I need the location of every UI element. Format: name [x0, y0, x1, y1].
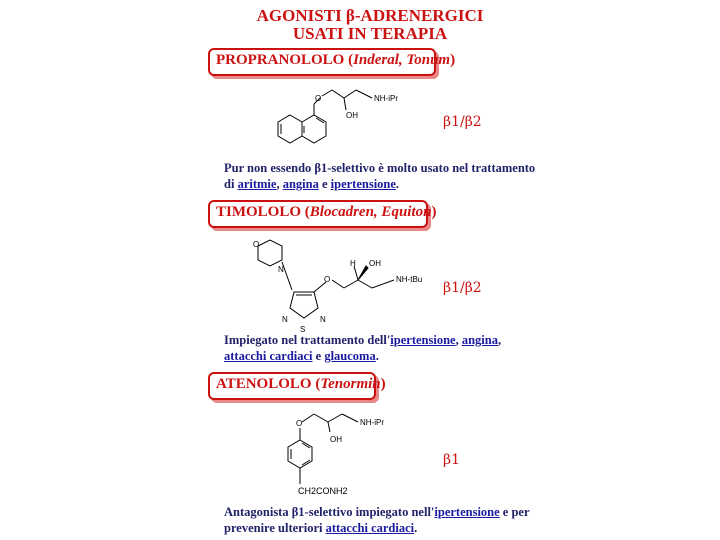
- drug-title-timololo: TIMOLOLO (Blocadren, Equiton): [208, 200, 428, 228]
- atom-n2: N: [320, 315, 326, 324]
- atom-n1: N: [282, 315, 288, 324]
- atom-o: O: [296, 419, 303, 428]
- drug-title-atenololo: ATENOLOLO (Tenormin): [208, 372, 376, 400]
- atom-oh: OH: [346, 111, 358, 120]
- atom-o: O: [315, 94, 322, 103]
- link-angina[interactable]: angina: [461, 333, 498, 347]
- drug-brands: Tenormin: [320, 376, 381, 392]
- atom-oh: OH: [369, 259, 381, 268]
- structure-timololo: [240, 234, 440, 334]
- structure-propranololo: [262, 82, 422, 162]
- drug-name: ATENOLOLO: [216, 376, 312, 392]
- link-aritmie[interactable]: aritmie: [237, 177, 277, 191]
- link-angina[interactable]: angina: [282, 177, 319, 191]
- page-title: AGONISTI β-ADRENERGICI: [256, 6, 484, 25]
- atom-n-morph: N: [278, 265, 284, 274]
- drug-brands: Inderal, Tonum: [353, 52, 451, 68]
- link-ipertensione[interactable]: ipertensione: [434, 505, 500, 519]
- drug-name: PROPRANOLOLO: [216, 52, 345, 68]
- atom-amine: NH-iPr: [360, 418, 384, 427]
- desc-atenololo: Antagonista β1-selettivo impiegato nell'ipertensione e per prevenire ulteriori attacchi cardiaci.: [224, 505, 530, 535]
- desc-timololo: Impiegato nel trattamento dell'ipertensione, angina, attacchi cardiaci e glaucoma.: [224, 333, 502, 363]
- selectivity-timololo: β1/β2: [443, 280, 482, 296]
- drug-name: TIMOLOLO: [216, 204, 302, 220]
- selectivity-propranololo: β1/β2: [443, 114, 482, 130]
- drug-title-propranololo: PROPRANOLOLO (Inderal, Tonum): [208, 48, 436, 76]
- desc-propranololo: Pur non essendo β1-selettivo è molto usato nel trattamento di aritmie, angina e ipertensione.: [224, 161, 536, 191]
- link-ipertensione[interactable]: ipertensione: [330, 177, 396, 191]
- substituent-label: CH2CONH2: [298, 486, 348, 496]
- atom-h: H: [350, 259, 356, 268]
- link-attacchi-cardiaci[interactable]: attacchi cardiaci: [325, 521, 415, 535]
- selectivity-atenololo: β1: [443, 452, 461, 468]
- link-ipertensione[interactable]: ipertensione: [390, 333, 456, 347]
- atom-oh: OH: [330, 435, 342, 444]
- atom-amine: NH-tBu: [396, 275, 423, 284]
- link-glaucoma[interactable]: glaucoma: [324, 349, 376, 363]
- link-attacchi-cardiaci[interactable]: attacchi cardiaci: [224, 349, 313, 363]
- structure-atenololo: [276, 402, 416, 492]
- atom-amine: NH-iPr: [374, 94, 398, 103]
- drug-brands: Blocadren, Equiton: [309, 204, 432, 220]
- atom-o-ring: O: [253, 240, 260, 249]
- page-subtitle: USATI IN TERAPIA: [292, 24, 448, 43]
- atom-o-ether: O: [324, 275, 331, 284]
- atom-s: S: [300, 325, 306, 334]
